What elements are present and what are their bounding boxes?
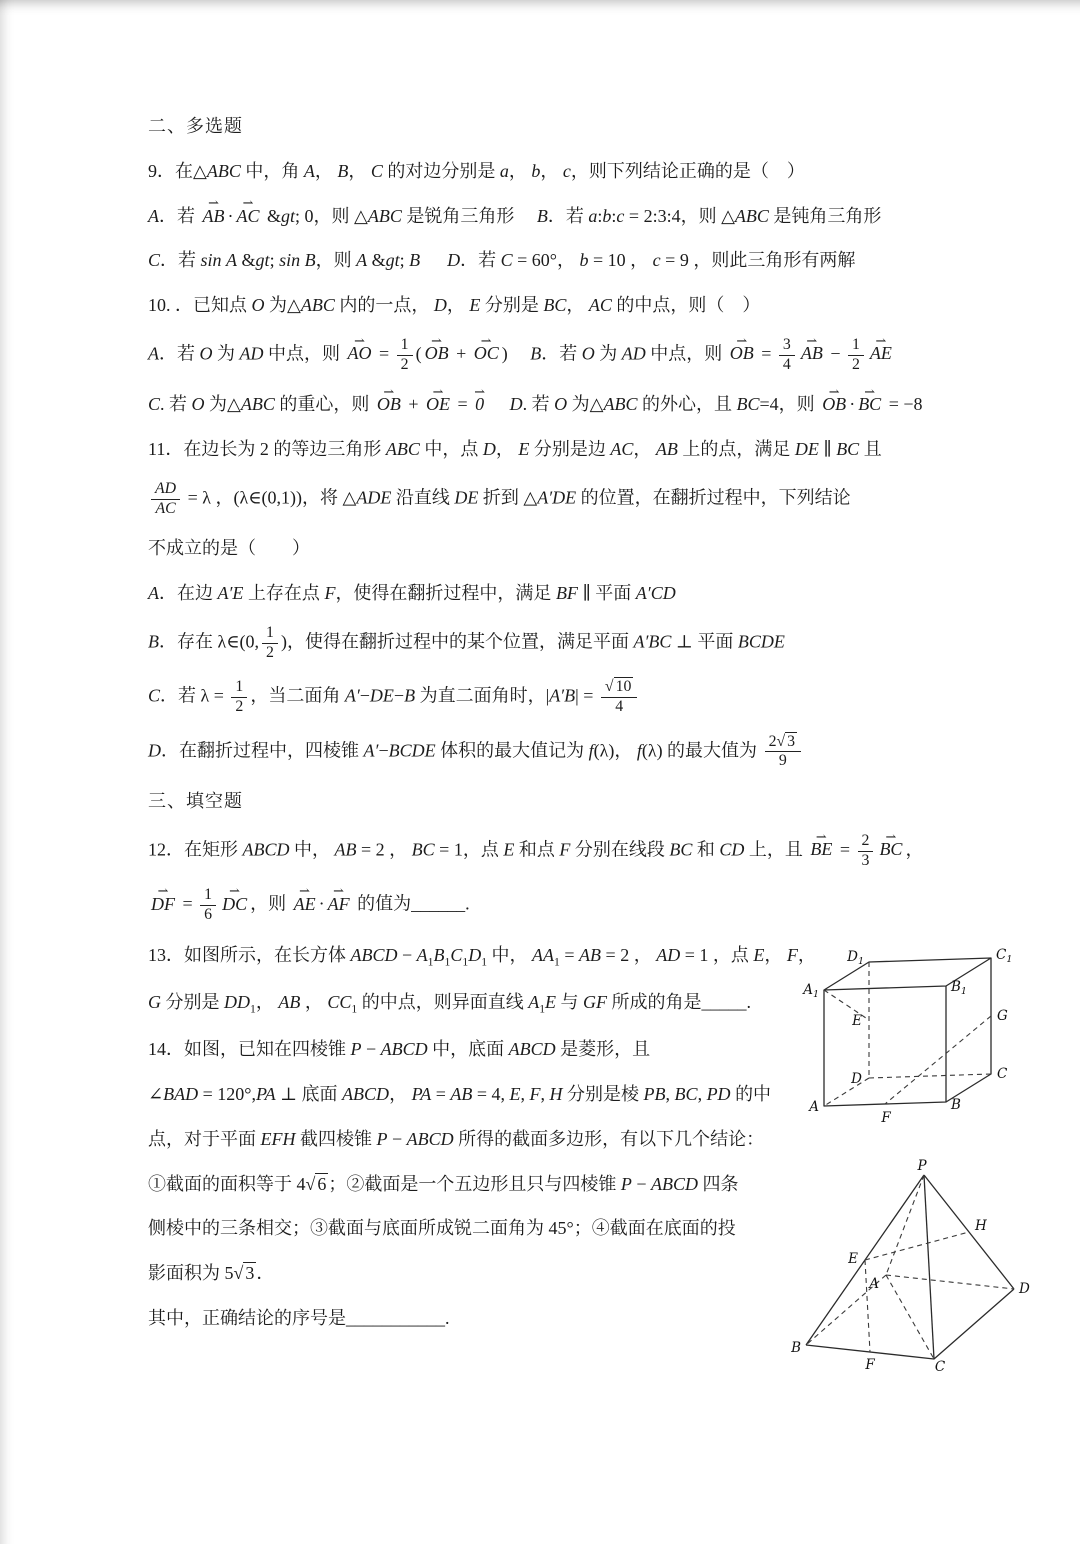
section-title-multiple-choice: 二、多选题 (148, 116, 243, 136)
q14-line-5: 侧棱中的三条相交；③截面与底面所成锐二面角为 45°；④截面在底面的投 (148, 1218, 736, 1239)
pyramid-section-lines (865, 1232, 969, 1352)
vertex-label-b: B (791, 1340, 801, 1356)
cuboid-figure (802, 947, 1021, 1133)
q9-stem: 9．在△ABC 中，角 A， B， C 的对边分别是 a， b， c，则下列结论正确的是（ ） (148, 160, 805, 181)
q11-stem-line-1: 11．在边长为 2 的等边三角形 ABC 中，点 D， E 分别是边 AC， AB 上的点，满足 DE ∥ BC 且 (148, 439, 882, 460)
vertex-label-a: A (808, 1099, 819, 1115)
q10-options-cd: C. 若 O 为△ABC 的重心，则 ⇀ OB + ⇀ OE = ⇀ 0 D. 若 O 为△ABC 的外心，且 BC=4，则 ⇀ OB · ⇀ BC = −8 (148, 390, 1035, 419)
vertex-label-c: C (934, 1359, 946, 1375)
q9-options-ab: A．若 ⇀ AB · ⇀ AC &gt; 0，则 △ABC 是锐角三角形 B．若 a:b:c = 2:3:4，则 △ABC 是钝角三角形 (148, 202, 1035, 231)
q14-line-2: ∠BAD = 120°,PA ⊥ 底面 ABCD， PA = AB = 4, E, F, H 分别是棱 PB, BC, PD 的中 (148, 1084, 772, 1105)
q14-line-4: ①截面的面积等于 4√ 6 ；②截面是一个五边形且只与四棱锥 P − ABCD 四条 (148, 1173, 739, 1194)
cuboid-solid-edges (824, 958, 991, 1106)
q11-option-c: C．若 λ = $\frac{1}{2}$ ，当二面角 A′−DE−B 为直二面角时，|A′B| = $\frac{√ 10}{4}$ (148, 678, 1035, 716)
q11-stem-line-2: $\frac{AD}{AC}$ = λ ，(λ∈(0,1))，将 △ADE 沿直线 DE 折到 △A′DE 的位置，在翻折过程中，下列结论 (148, 480, 1035, 518)
vertex-label-b: B (950, 1097, 961, 1113)
q14-line-3: 点，对于平面 EFH 截四棱锥 P − ABCD 所得的截面多边形，有以下几个结论： (148, 1128, 765, 1149)
vertex-label-g: G (996, 1008, 1008, 1024)
vertex-label-d1: $D_1$ (846, 949, 864, 967)
q12-line-1: 12．在矩形 ABCD 中， AB = 2 ， BC = 1，点 E 和点 F 分别在线段 BC 和 CD 上，且 ⇀ BE = $\frac{2}{3}$ ⇀ BC ， (148, 832, 1035, 870)
q9-options-cd: C．若 sin A &gt; sin B，则 A &gt; B D．若 C = 60°， b = 10 ， c = 9 ，则此三角形有两解 (148, 250, 856, 271)
vertex-label-a1: $A_1$ (802, 982, 819, 1000)
q14-line-6: 影面积为 5√ 3 ． (148, 1263, 275, 1284)
pyramid-hidden-edges (806, 1175, 1014, 1359)
q10-stem: 10. ．已知点 O 为△ABC 内的一点， D， E 分别是 BC， AC 的中点，则（ ） (148, 295, 761, 316)
vertex-label-a: A (869, 1276, 879, 1292)
vertex-label-p: P (917, 1158, 927, 1174)
figure-panel (792, 948, 1034, 1374)
q11-stem-line-3: 不成立的是（ ） (148, 538, 310, 559)
q14-answer-blank-line: 其中，正确结论的序号是___________. (148, 1308, 450, 1328)
vertex-label-f: F (880, 1110, 891, 1126)
vertex-label-f: F (865, 1357, 875, 1373)
q11-option-a: A．在边 A′E 上存在点 F，使得在翻折过程中，满足 BF ∥ 平面 A′CD (148, 583, 676, 604)
q13-line-1: 13．如图所示，在长方体 ABCD − $A_1B_1C_1D_1$ 中， $AA_1$ = AB = 2 ， AD = 1 ，点 E， F， (148, 944, 816, 969)
vertex-label-h: H (975, 1218, 987, 1234)
q11-option-b: B．存在 λ∈(0, $\frac{1}{2}$ )，使得在翻折过程中的某个位置，满足平面 A′BC ⊥ 平面 BCDE (148, 623, 785, 661)
section-title-fill-blank: 三、填空题 (148, 791, 243, 812)
vertex-label-e: E (848, 1251, 858, 1267)
vertex-label-d: D (850, 1071, 862, 1087)
q11-option-d: D．在翻折过程中，四棱锥 A′−BCDE 体积的最大值记为 f(λ)， f(λ) 的最大值为 $\frac{2√ 3}{9}$ (148, 733, 1035, 771)
vertex-label-d: D (1019, 1281, 1030, 1297)
pyramid-figure (792, 1159, 1034, 1374)
vertex-label-c: C (996, 1066, 1007, 1082)
q14-line-1: 14．如图，已知在四棱锥 P − ABCD 中，底面 ABCD 是菱形，且 (148, 1039, 651, 1060)
q12-line-2: ⇀ DF = $\frac{1}{6}$ ⇀ DC ，则 ⇀ AE · ⇀ AF 的值为______. (148, 886, 1035, 924)
cuboid-construction-lines (824, 990, 991, 1104)
pyramid-solid-edges (806, 1175, 1014, 1359)
vertex-label-b1: $B_1$ (950, 979, 967, 997)
cuboid-hidden-edges (824, 962, 991, 1106)
q10-options-ab: A．若 O 为 AD 中点，则 ⇀ AO = $\frac{1}{2}$ ( ⇀ OB + ⇀ OC ) B．若 O 为 AD 中点，则 ⇀ OB = $\frac{3}{4}$ ⇀ AB − $\frac{1}{2}$ ⇀ AE (148, 336, 1035, 374)
vertex-label-c1: $C_1$ (995, 947, 1012, 965)
vertex-label-e: E (851, 1013, 862, 1029)
q13-line-2: G 分别是 $DD_1$， AB ， $CC_1$ 的中点，则异面直线 $A_1E$ 与 GF 所成的角是_____. (148, 991, 752, 1016)
